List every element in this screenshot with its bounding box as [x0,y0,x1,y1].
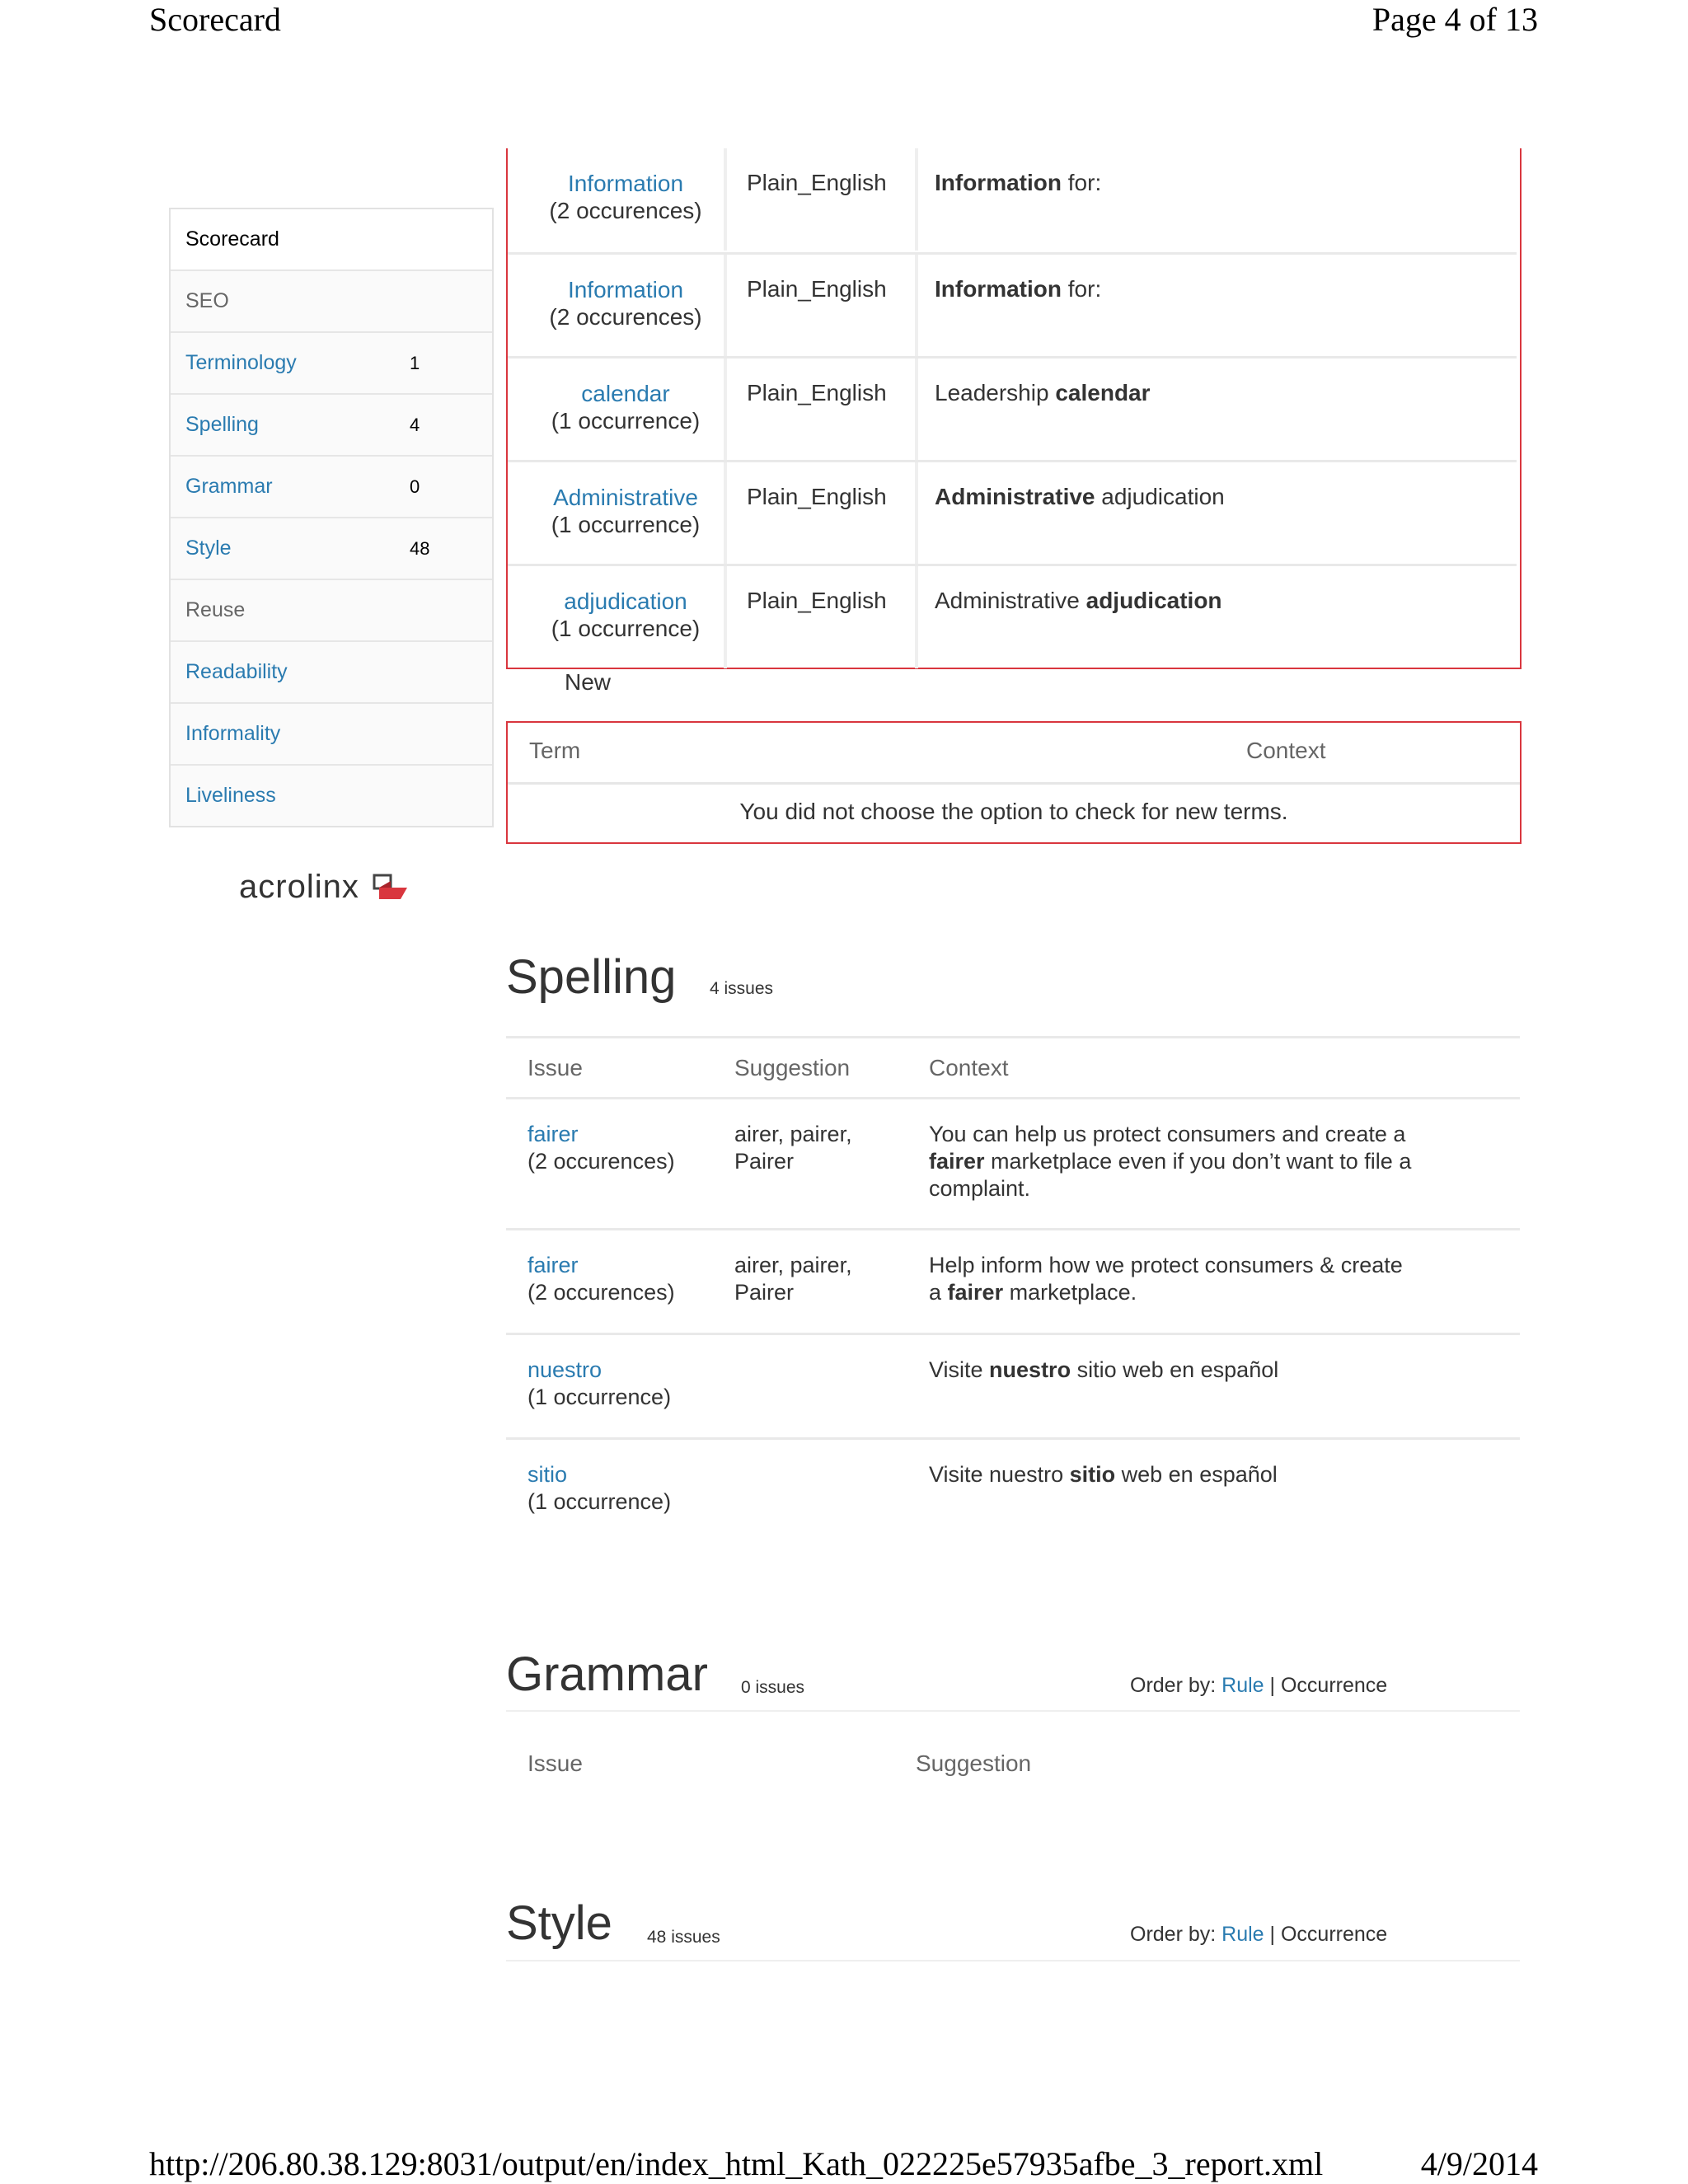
sidebar-item-label: Grammar [185,475,273,498]
term-cell [523,484,729,538]
sidebar-item-label: SEO [185,289,229,312]
context-cell: Help inform how we protect consumers & create a fairer marketplace. [929,1253,1403,1305]
issue-link[interactable]: fairer [528,1122,579,1146]
term-link[interactable]: Administrative [553,485,698,510]
rule-cell: Plain_English [747,588,887,613]
column-header-suggestion: Suggestion [916,1750,1032,1776]
term-cell [523,276,729,330]
issue-link[interactable]: nuestro [528,1357,603,1382]
section-divider [506,1960,1520,1961]
term-cell [523,380,729,434]
table-divider [508,782,1520,785]
term-link[interactable]: calendar [581,381,670,406]
issue-cell [528,1121,675,1175]
sidebar-item-style[interactable] [171,517,492,579]
grammar-section-title: Grammar [506,1647,708,1701]
table-row [506,1335,1520,1437]
sidebar-item-label: Terminology [185,351,297,374]
context-cell: Information for: [935,276,1102,302]
issue-occurrences: (2 occurences) [528,1149,675,1174]
context-cell: Administrative adjudication [935,588,1222,613]
column-header-suggestion: Suggestion [734,1055,851,1080]
column-divider [915,462,918,565]
column-divider [915,148,918,251]
spelling-section-title: Spelling [506,950,677,1004]
column-divider [724,566,727,668]
sidebar-item-label: Liveliness [185,784,276,807]
order-by-occurrence-link[interactable]: Occurrence [1280,1674,1388,1697]
context-cell: You can help us protect consumers and create a fairer marketplace even if you don’t want to file a complaint. [929,1122,1412,1201]
spelling-issue-count: 4 issues [710,979,774,998]
sidebar-item-label: Readability [185,660,288,683]
issue-occurrences: (1 occurrence) [528,1489,672,1514]
issue-link[interactable]: sitio [528,1462,568,1487]
issue-cell [528,1252,675,1306]
sidebar-item-label: Informality [185,722,281,745]
issue-occurrences: (2 occurences) [528,1280,675,1305]
order-by-separator: | [1269,1674,1276,1697]
table-row [508,460,1517,565]
sidebar-item-count: 1 [410,353,420,373]
column-divider [915,566,918,668]
context-cell: Information for: [935,170,1102,195]
context-cell: Administrative adjudication [935,484,1225,509]
sidebar-item-count: 0 [410,476,420,497]
column-header-issue: Issue [528,1055,583,1080]
context-cell: Leadership calendar [935,380,1151,405]
sidebar-item-liveliness[interactable] [171,764,492,826]
new-terms-table [506,721,1522,844]
rule-cell: Plain_English [747,484,887,509]
table-row [508,356,1517,461]
issue-cell [528,1461,671,1516]
suggestion-cell: airer, pairer, Pairer [734,1122,852,1174]
table-row [508,564,1517,668]
issue-cell [528,1357,671,1411]
new-terms-label: New [565,669,612,695]
rule-cell: Plain_English [747,276,887,302]
term-cell [523,170,729,224]
table-row [508,148,1517,251]
order-by-label: Order by: [1130,1923,1217,1946]
sidebar-item-count: 4 [410,415,420,435]
sidebar-item-informality[interactable] [171,702,492,764]
table-row [506,1099,1520,1228]
table-row [506,1440,1520,1542]
sidebar-item-reuse [171,579,492,640]
sidebar-item-spelling[interactable] [171,393,492,455]
acrolinx-logo-icon [373,873,409,901]
scorecard-sidebar [169,208,494,827]
section-divider [506,1710,1520,1712]
column-divider [915,255,918,357]
term-occurrences: (2 occurences) [549,198,702,223]
table-divider [506,1036,1520,1038]
order-by-rule-link[interactable]: Rule [1221,1923,1264,1946]
sidebar-item-label: Reuse [185,598,246,621]
acrolinx-logo [239,869,409,906]
issue-link[interactable]: fairer [528,1253,579,1277]
print-footer-date: 4/9/2014 [1420,2145,1538,2182]
column-header-issue: Issue [528,1750,583,1776]
column-divider [724,359,727,461]
term-link[interactable]: Information [567,277,684,302]
term-cell [523,588,729,642]
column-header-term: Term [529,738,581,763]
term-link[interactable]: Information [567,171,684,196]
acrolinx-logo-text: acrolinx [239,869,359,905]
context-cell: Visite nuestro sitio web en español [929,1357,1279,1382]
term-occurrences: (2 occurences) [549,304,702,330]
style-issue-count: 48 issues [647,1928,720,1947]
no-new-terms-message: You did not choose the option to check for new terms. [739,799,1288,824]
column-divider [724,462,727,565]
column-divider [724,255,727,357]
grammar-issue-count: 0 issues [741,1678,805,1697]
sidebar-item-seo [171,269,492,331]
term-occurrences: (1 occurrence) [551,408,701,434]
column-divider [915,359,918,461]
sidebar-item-scorecard[interactable] [171,209,492,269]
column-header-context: Context [929,1055,1009,1080]
sidebar-item-count: 48 [410,538,430,559]
context-cell: Visite nuestro sitio web en español [929,1462,1278,1487]
table-row [508,252,1517,357]
order-by-label: Order by: [1130,1674,1217,1697]
order-by-rule-link[interactable]: Rule [1221,1674,1264,1697]
rule-cell: Plain_English [747,380,887,405]
sidebar-item-readability[interactable] [171,640,492,702]
term-occurrences: (1 occurrence) [551,616,701,641]
print-header-page-number: Page 4 of 13 [1372,1,1538,38]
issue-occurrences: (1 occurrence) [528,1385,672,1409]
grammar-order-by [1130,1674,1387,1698]
term-link[interactable]: adjudication [564,588,687,614]
sidebar-item-label: Spelling [185,413,259,436]
sidebar-item-terminology[interactable] [171,331,492,393]
print-footer-url: http://206.80.38.129:8031/output/en/index_html_Kath_022225e57935afbe_3_report.xml [149,2145,1324,2182]
style-section-title: Style [506,1896,612,1950]
term-occurrences: (1 occurrence) [551,512,701,537]
terminology-table [506,148,1522,669]
style-order-by [1130,1923,1387,1947]
sidebar-item-label: Scorecard [185,227,279,251]
order-by-separator: | [1269,1923,1276,1946]
suggestion-cell: airer, pairer, Pairer [734,1253,852,1305]
order-by-occurrence-link[interactable]: Occurrence [1280,1923,1388,1946]
column-header-context: Context [1246,738,1326,763]
sidebar-item-label: Style [185,537,232,560]
rule-cell: Plain_English [747,170,887,195]
sidebar-item-grammar[interactable] [171,455,492,517]
table-row [506,1230,1520,1333]
print-header-title: Scorecard [149,1,281,38]
column-divider [724,148,727,251]
